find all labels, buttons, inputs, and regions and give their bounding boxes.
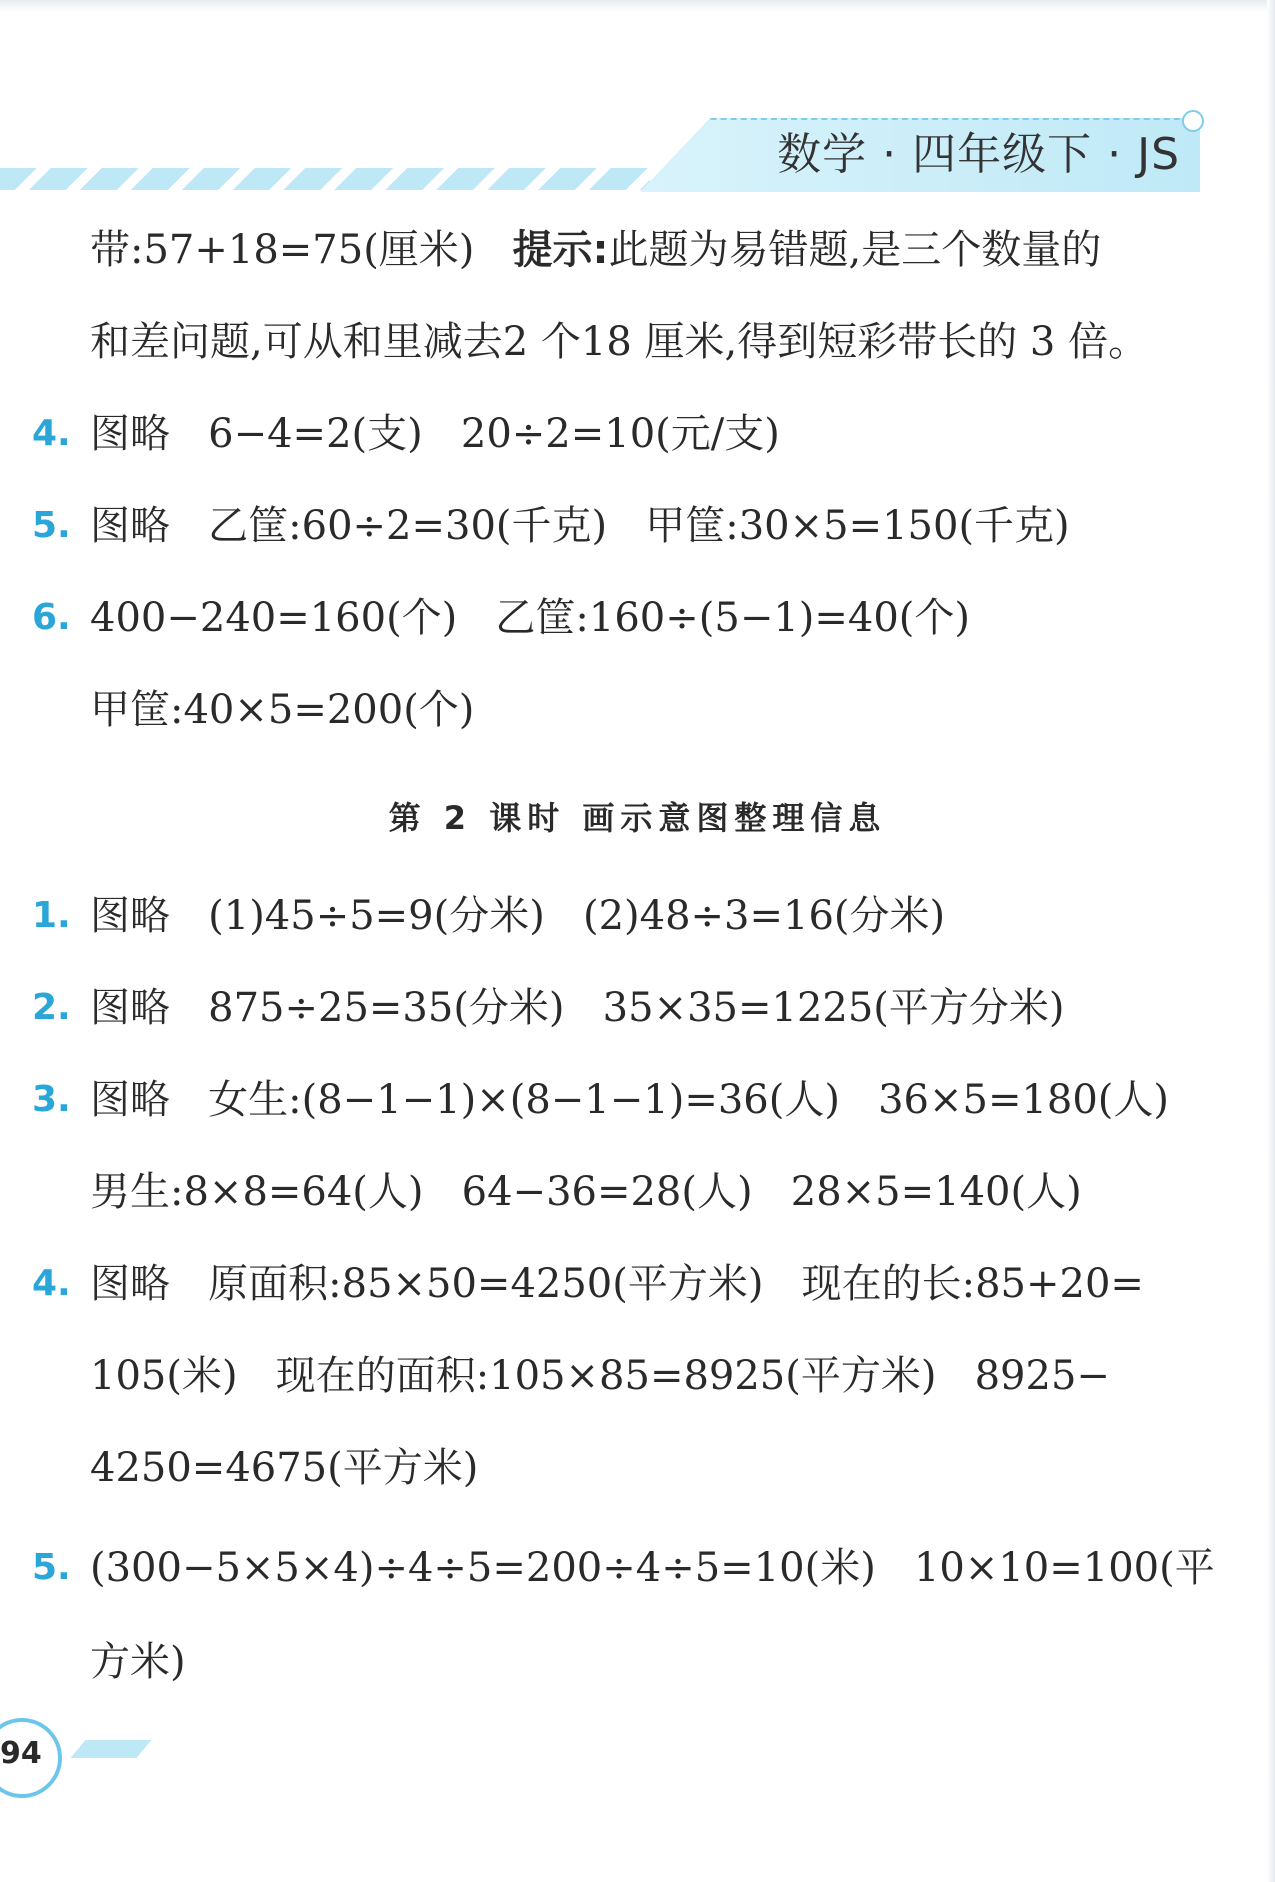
answer-line: 图略 女生:(8−1−1)×(8−1−1)=36(人) 36×5=180(人)	[90, 1077, 1170, 1123]
answer-line: 图略 原面积:85×50=4250(平方米) 现在的长:85+20=	[90, 1261, 1144, 1307]
answer-text: 带:57+18=75(厘米)	[90, 227, 513, 273]
answer-line: 图略 6−4=2(支) 20÷2=10(元/支)	[90, 411, 780, 457]
item-number: 4.	[32, 413, 71, 454]
item-number: 3.	[32, 1079, 71, 1120]
section-title: 第 2 课时 画示意图整理信息	[388, 799, 887, 837]
item-number: 1.	[32, 895, 71, 936]
answer-line	[90, 222, 1101, 278]
answer-line: 甲筐:40×5=200(个)	[90, 687, 475, 733]
answer-line: 图略 (1)45÷5=9(分米) (2)48÷3=16(分米)	[90, 893, 946, 939]
item-number: 6.	[32, 597, 71, 638]
answer-line: 4250=4675(平方米)	[90, 1445, 479, 1491]
answer-line: 图略 乙筐:60÷2=30(千克) 甲筐:30×5=150(千克)	[90, 503, 1070, 549]
answer-line: 和差问题,可从和里减去2 个18 厘米,得到短彩带长的 3 倍。	[90, 319, 1149, 365]
answer-line: (300−5×5×4)÷4÷5=200÷4÷5=10(米) 10×10=100(平	[90, 1545, 1215, 1591]
item-number: 5.	[32, 1547, 71, 1588]
header-title: 数学 · 四年级下 · JS	[777, 129, 1180, 180]
item-number: 2.	[32, 987, 71, 1028]
answer-line: 105(米) 现在的面积:105×85=8925(平方米) 8925−	[90, 1353, 1110, 1399]
hint-label: 提示:	[512, 227, 609, 273]
item-number: 4.	[32, 1263, 71, 1304]
answer-line: 男生:8×8=64(人) 64−36=28(人) 28×5=140(人)	[90, 1169, 1082, 1215]
answer-text: 此题为易错题,是三个数量的	[608, 227, 1102, 273]
answer-line: 图略 875÷25=35(分米) 35×35=1225(平方分米)	[90, 985, 1065, 1031]
page-number: 94	[0, 1736, 42, 1771]
item-number: 5.	[32, 505, 71, 546]
answer-line: 400−240=160(个) 乙筐:160÷(5−1)=40(个)	[90, 595, 971, 641]
answer-line: 方米)	[90, 1639, 186, 1685]
